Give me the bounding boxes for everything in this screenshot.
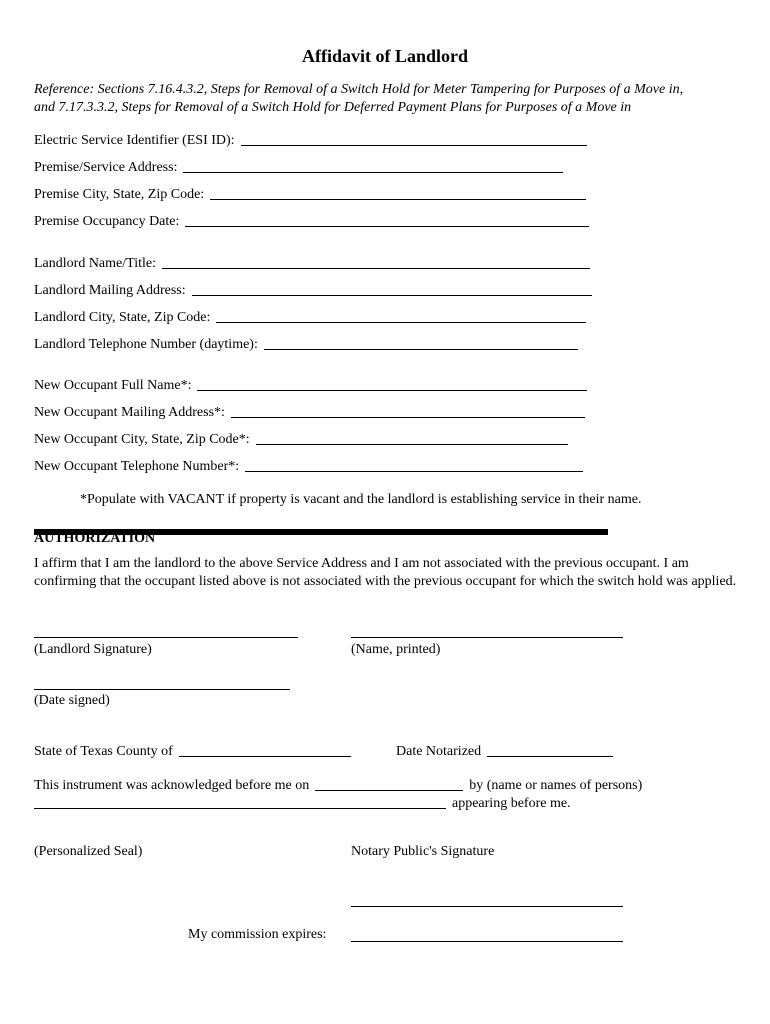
commission-expires-line[interactable] (351, 941, 623, 942)
date-signed-label: (Date signed) (34, 693, 110, 708)
field-label: New Occupant Telephone Number*: (34, 459, 240, 474)
landlord-city-field[interactable] (34, 310, 586, 326)
esi-id-line[interactable] (241, 144, 587, 146)
landlord-telephone-line[interactable] (264, 348, 578, 350)
document-title: Affidavit of Landlord (301, 46, 469, 66)
landlord-city-line[interactable] (216, 321, 586, 323)
field-label: Electric Service Identifier (ESI ID): (34, 133, 235, 148)
landlord-signature-line[interactable] (34, 637, 298, 638)
occupant-mailing-address-line[interactable] (231, 416, 585, 418)
reference-line-2: and 7.17.3.3.2, Steps for Removal of a Switch Hold for Deferred Payment Plans for Purposes of a Move in (34, 100, 632, 115)
notary-signature-label: Notary Public's Signature (351, 844, 495, 859)
acknowledged-field[interactable] (34, 778, 642, 794)
field-label: Landlord Name/Title: (34, 256, 156, 271)
premise-occupancy-date-field[interactable] (34, 214, 589, 230)
date-signed-line[interactable] (34, 689, 290, 690)
county-field[interactable] (34, 744, 351, 760)
occupant-name-field[interactable] (34, 378, 587, 394)
field-label: Premise/Service Address: (34, 160, 178, 175)
field-label: Landlord Mailing Address: (34, 283, 186, 298)
acknowledged-date-line[interactable] (315, 789, 463, 791)
personalized-seal-label: (Personalized Seal) (34, 844, 143, 859)
date-notarized-field[interactable] (396, 744, 613, 760)
acknowledged-suffix: by (name or names of persons) (469, 778, 643, 793)
landlord-name-line[interactable] (162, 267, 590, 269)
field-label: Landlord Telephone Number (daytime): (34, 337, 258, 352)
premise-address-line[interactable] (183, 171, 563, 173)
occupant-city-field[interactable] (34, 432, 568, 448)
field-label: Landlord City, State, Zip Code: (34, 310, 211, 325)
appearing-text: appearing before me. (452, 796, 571, 811)
county-line[interactable] (179, 755, 351, 757)
name-printed-label: (Name, printed) (351, 642, 441, 657)
premise-city-field[interactable] (34, 187, 586, 203)
premise-occupancy-date-line[interactable] (185, 225, 589, 227)
occupant-telephone-line[interactable] (245, 470, 583, 472)
landlord-signature-label: (Landlord Signature) (34, 642, 152, 657)
premise-city-line[interactable] (210, 198, 586, 200)
field-label: New Occupant Full Name*: (34, 378, 192, 393)
occupant-name-line[interactable] (197, 389, 587, 391)
field-label: New Occupant City, State, Zip Code*: (34, 432, 250, 447)
field-label: New Occupant Mailing Address*: (34, 405, 225, 420)
vacant-footnote: *Populate with VACANT if property is vacant and the landlord is establishing service in their name. (80, 492, 642, 507)
field-label: Premise City, State, Zip Code: (34, 187, 205, 202)
esi-id-field[interactable] (34, 133, 587, 149)
date-notarized-line[interactable] (487, 755, 613, 757)
date-notarized-label: Date Notarized (396, 744, 482, 759)
occupant-city-line[interactable] (256, 443, 568, 445)
authorization-heading: AUTHORIZATION (34, 531, 156, 546)
name-printed-line[interactable] (351, 637, 623, 638)
premise-address-field[interactable] (34, 160, 563, 176)
landlord-telephone-field[interactable] (34, 337, 578, 353)
occupant-telephone-field[interactable] (34, 459, 583, 475)
notary-signature-line[interactable] (351, 906, 623, 907)
landlord-mailing-address-line[interactable] (192, 294, 592, 296)
field-label: Premise Occupancy Date: (34, 214, 180, 229)
authorization-text: I affirm that I am the landlord to the above Service Address and I am not associated with the previous occupant. I am confirming that the occupant listed above is not associated with the previous occupant for which the switch hold was applied. (34, 556, 737, 589)
commission-expires-label: My commission expires: (188, 927, 327, 942)
persons-names-line[interactable] (34, 807, 446, 809)
occupant-mailing-address-field[interactable] (34, 405, 585, 421)
landlord-name-field[interactable] (34, 256, 590, 272)
county-label: State of Texas County of (34, 744, 173, 759)
acknowledged-prefix: This instrument was acknowledged before me on (34, 778, 310, 793)
reference-line-1: Reference: Sections 7.16.4.3.2, Steps for Removal of a Switch Hold for Meter Tampering for Purposes of a Move in, (34, 82, 684, 97)
persons-field[interactable] (34, 796, 571, 812)
landlord-mailing-address-field[interactable] (34, 283, 592, 299)
